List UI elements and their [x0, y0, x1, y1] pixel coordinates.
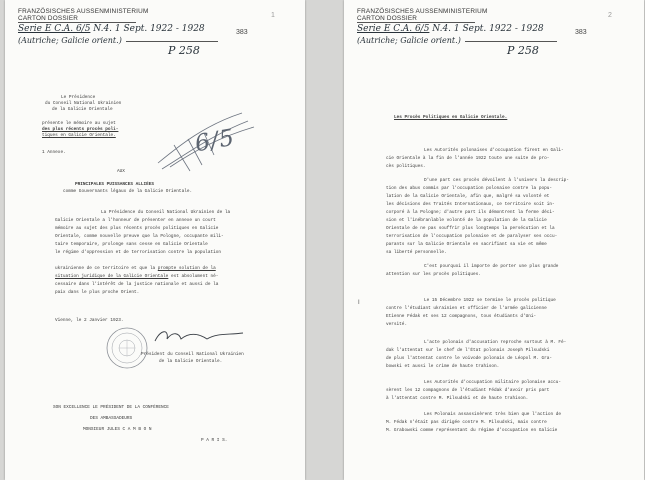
stamp-subtitle: (Autriche; Galicie orient.) [357, 36, 602, 45]
p1-line-1: Les Autorités polonaises d'occupation firent en Gali- [424, 148, 564, 153]
subject-line-1: présente le mémoire au sujet [42, 121, 116, 126]
recipient-line-1: SON EXCELLENCE LE PRÉSIDENT DE LA CONFÉRENCE [53, 405, 169, 410]
p7-line-3: M. Grabowski comme représentant du régime d'occupation en Galicie [386, 428, 558, 433]
body-line-6: le régime d'oppression et de terrorisation contre la population [55, 250, 221, 255]
underlined-phrase-1: prompte solution de la [157, 266, 216, 271]
official-seal [105, 326, 149, 370]
stamp-date-range: N.4. 1 Sept. 1922 - 1928 [93, 24, 205, 34]
p7-line-2: M. Fédak n'était pas dirigée contre M. Pilsudski, mais contre [386, 420, 547, 425]
signatory-line-1: Président du Conseil National Ukrainien [141, 352, 244, 357]
body-line-10: paix dans le plus proche Orient. [55, 290, 140, 295]
page-title: Les Procès Politiques en Galicie Orientale. [394, 115, 508, 120]
place-date: Vienne, le 2 Janvier 1923. [55, 318, 124, 323]
signatory-line-2: de la Galicie Orientale. [159, 359, 223, 364]
p5-line-1: L'acte polonais d'accusation reproche surtout à M. Fé- [424, 340, 567, 345]
body-line-1: La Présidence du Conseil National Ukrainien de la [101, 210, 231, 215]
stamp-ministry: FRANZÖSISCHES AUSSENMINISTERIUM [357, 8, 488, 15]
recipient-line-2: DES AMBASSADEURS [90, 416, 133, 421]
p2-line-5: corporé à la Pologne; d'autre part ils démontrent la ferme déci- [386, 210, 555, 215]
recipient-line-4: P A R I S. [201, 438, 228, 443]
body-line-4: Orientale, comme nouvelle preuve que la Pologne, occupante mili- [55, 234, 224, 239]
document-page-right [344, 0, 644, 480]
header-line-1: Le Présidence [61, 95, 96, 100]
addressee-line-2: comme Gouvernants légaux de la Galicie Orientale. [63, 189, 193, 194]
document-page-left [5, 0, 305, 480]
header-line-3: de la Galicie Orientale [52, 107, 113, 112]
underlined-phrase-2: situation juridique de la Galicie Orientale [55, 274, 169, 279]
body-line-3: mémoire au sujet des plus récents procès politiques en Galicie [55, 226, 219, 231]
stamp-handwritten-reference [357, 23, 602, 35]
body-line-9: cessaire dans l'intérêt de la justice nationale et aussi de la [55, 282, 219, 287]
stamp-ministry: FRANZÖSISCHES AUSSENMINISTERIUM [18, 8, 149, 15]
p6-line-1: Les Autorités d'occupation militaire polonaise accu- [424, 380, 562, 385]
p4-line-3: Etienne Fédak et ses 12 compagnons, tous étudiants d'Uni- [386, 314, 537, 319]
archive-stamp [357, 8, 602, 70]
stamp-file-code: P 258 [507, 44, 539, 57]
addressee-to: AUX [117, 169, 125, 174]
p5-line-4: bowski et aussi le crime de haute trahison. [386, 364, 500, 369]
p2-line-2: tion des abus commis par l'occupation polonaise contre la popu- [386, 186, 552, 191]
p2-line-8: terrorisation de l'occupation polonaise et de paralyser ses occu- [386, 234, 558, 239]
stamp-subtitle: (Autriche; Galicie orient.) [18, 36, 263, 45]
margin-mark: I [358, 300, 360, 306]
p3-line-1: C'est pourquoi il importe de porter une plus grande [424, 264, 559, 269]
p2-line-1: D'une part ces procès dévoilent à l'univers la descrip- [424, 178, 569, 183]
body-line-2: Galicie Orientale a l'honneur de présenter en annexe un court [55, 218, 216, 223]
stamp-series: Serie E C.A. 6/5 [357, 24, 430, 34]
recipient-line-3: MONSIEUR JULES C A M B O N [83, 427, 152, 432]
stamp-carton: CARTON DOSSIER [18, 15, 136, 23]
p4-line-4: versité. [386, 322, 408, 327]
handwritten-ref-number: 6/5 [193, 124, 237, 158]
p3-line-2: attention sur les procès politiques. [386, 272, 481, 277]
p6-line-2: sèrent les 12 compagnons de l'étudiant Fédak d'avoir pris part [386, 388, 550, 393]
stamp-series: Serie E C.A. 6/5 [18, 24, 91, 34]
folio-number: 383 [575, 29, 587, 36]
p2-line-4: les décisions des Traités Internationaux, ce territoire soit in- [386, 202, 555, 207]
stamp-handwritten-reference [18, 23, 263, 35]
subject-line-2: des plus récents procès poli- [42, 127, 119, 132]
folio-number: 383 [236, 29, 248, 36]
p4-line-2: contre l'étudiant ukrainien et officier de l'armée galicienne [386, 306, 547, 311]
page-corner-number: 1 [271, 12, 275, 19]
p2-line-7: Orientale de ne pas souffrir plus longtemps la persécution et la [386, 226, 555, 231]
annex-label: 1 Annexe. [42, 150, 66, 155]
stamp-date-range: N.4. 1 Sept. 1922 - 1928 [432, 24, 544, 34]
p5-line-2: dak l'attentat sur le chef de l'État polonais Joseph Pilsudski [386, 348, 550, 353]
page-corner-number: 2 [608, 12, 612, 19]
p2-line-3: lation de la Galicie Orientale, afin que, malgré sa volonté et [386, 194, 550, 199]
p2-line-9: parants sur la Galicie Orientale en sacrifiant sa vie et même [386, 242, 547, 247]
p1-line-3: cès politiques. [386, 164, 426, 169]
archive-stamp [18, 8, 263, 70]
header-line-2: du Conseil National Ukrainien [45, 101, 122, 106]
body-line-8: situation juridique de la Galicie Orientale est absolument né- [55, 274, 219, 279]
p4-line-1: Le 15 Décembre 1922 se termine le procès politique [424, 298, 556, 303]
p5-line-3: de plus l'attentat contre le voivode polonais de Léopol M. Gra- [386, 356, 552, 361]
stamp-file-code: P 258 [168, 44, 200, 57]
p2-line-6: sion et l'inébranlable volonté de la population de la Galicie [386, 218, 547, 223]
p2-line-10: sa liberté personnelle. [386, 250, 447, 255]
body-line-7: ukrainienne de ce territoire et que la prompte solution de la [55, 266, 216, 271]
p7-line-1: Les Polonais assassinèrent très bien que l'action de [424, 412, 562, 417]
p6-line-3: à l'attentat contre M. Pilsudski et de haute trahison. [386, 396, 529, 401]
subject-line-3: tiques en Galicie Orientale. [42, 133, 116, 138]
body-line-5: taire temporaire, prolonge sans cesse en Galicie Orientale [55, 242, 208, 247]
stamp-carton: CARTON DOSSIER [357, 15, 475, 23]
p1-line-2: cie Orientale à la fin de l'année 1922 toute une suite de pro- [386, 156, 550, 161]
addressee-line-1: PRINCIPALES PUISSANCES ALLIÉES [75, 182, 155, 187]
